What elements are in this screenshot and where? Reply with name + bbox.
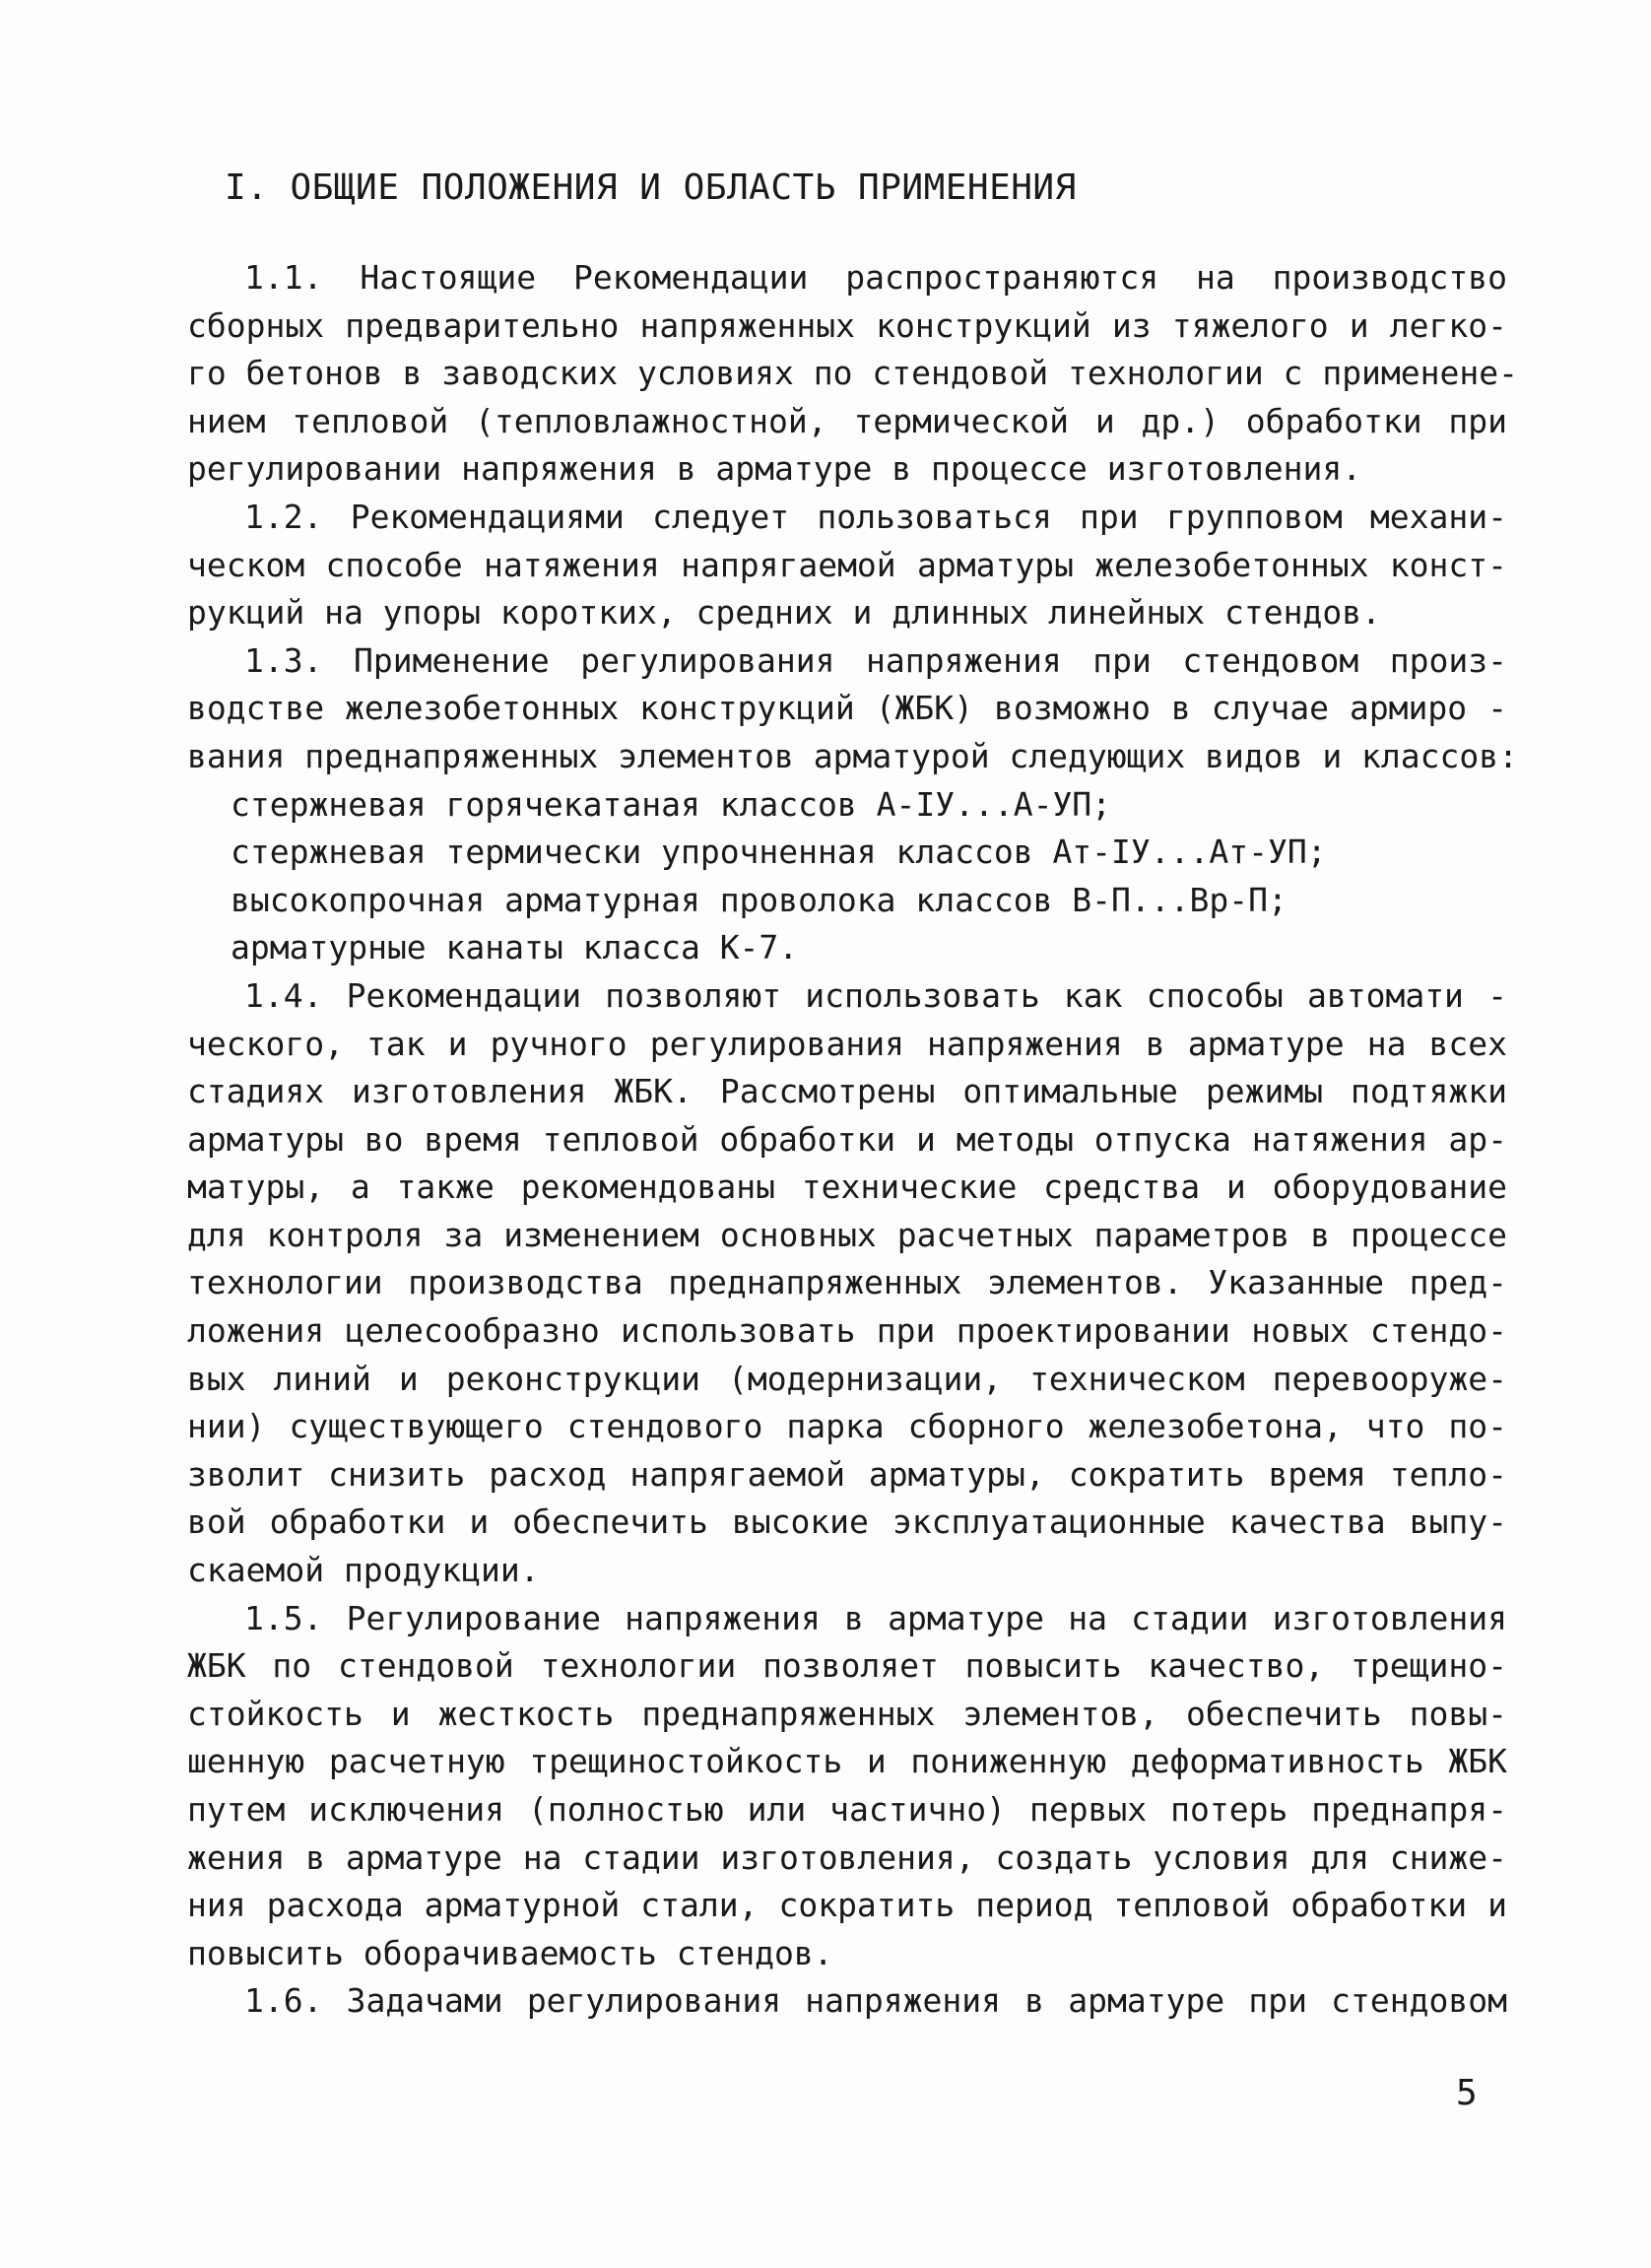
- body-text: [187, 254, 1519, 2026]
- text-line: арматуры во время тепловой обработки и методы отпуска натяжения ар-: [187, 1119, 1507, 1159]
- list-item: стержневая горячекатаная классов А-IУ...А-УП;: [231, 784, 1112, 824]
- text-line: вой обработки и обеспечить высокие эксплуатационные качества выпу-: [187, 1502, 1507, 1542]
- text-line: стойкость и жесткость преднапряженных элементов, обеспечить повы-: [187, 1694, 1507, 1733]
- text-line: регулировании напряжения в арматуре в процессе изготовления.: [187, 449, 1362, 489]
- text-line: матуры, а также рекомендованы технические средства и оборудование: [187, 1167, 1507, 1207]
- text-line: ложения целесообразно использовать при проектировании новых стендо-: [187, 1311, 1507, 1351]
- text-line: 1.5. Регулирование напряжения в арматуре на стадии изготовления: [244, 1598, 1507, 1637]
- text-line: ческого, так и ручного регулирования напряжения в арматуре на всех: [187, 1024, 1507, 1063]
- text-line: технологии производства преднапряженных элементов. Указанные пред-: [187, 1263, 1507, 1302]
- text-line: путем исключения (полностью или частично) первых потерь преднапря-: [187, 1790, 1507, 1829]
- text-line: шенную расчетную трещиностойкость и пониженную деформативность ЖБК: [187, 1742, 1507, 1781]
- text-line: зволит снизить расход напрягаемой арматуры, сократить время тепло-: [187, 1454, 1507, 1494]
- text-line: 1.2. Рекомендациями следует пользоваться при групповом механи-: [244, 497, 1507, 536]
- text-line: скаемой продукции.: [187, 1551, 540, 1590]
- list-item: высокопрочная арматурная проволока классов В-П...Вр-П;: [231, 880, 1288, 919]
- list-item: стержневая термически упрочненная классов Ат-IУ...Ат-УП;: [231, 833, 1327, 872]
- text-line: стадиях изготовления ЖБК. Рассмотрены оптимальные режимы подтяжки: [187, 1072, 1507, 1111]
- text-line: ческом способе натяжения напрягаемой арматуры железобетонных конст-: [187, 545, 1507, 584]
- section-heading: I. ОБЩИЕ ПОЛОЖЕНИЯ И ОБЛАСТЬ ПРИМЕНЕНИЯ: [225, 167, 1077, 208]
- text-line: нии) существующего стендового парка сборного железобетона, что по-: [187, 1407, 1507, 1446]
- text-line: 1.3. Применение регулирования напряжения при стендовом произ-: [244, 640, 1507, 680]
- text-line: рукций на упоры коротких, средних и длинных линейных стендов.: [187, 593, 1381, 633]
- text-line: вания преднапряженных элементов арматурой следующих видов и классов:: [187, 736, 1519, 775]
- page-number: 5: [1456, 2073, 1478, 2113]
- text-line: вых линий и реконструкции (модернизации, техническом перевооруже-: [187, 1359, 1507, 1398]
- text-line: 1.4. Рекомендации позволяют использовать как способы автомати -: [244, 975, 1507, 1015]
- text-line: водстве железобетонных конструкций (ЖБК) возможно в случае армиро -: [187, 689, 1507, 728]
- text-line: ЖБК по стендовой технологии позволяет повысить качество, трещино-: [187, 1646, 1507, 1686]
- text-line: 1.6. Задачами регулирования напряжения в арматуре при стендовом: [244, 1981, 1507, 2021]
- text-line: жения в арматуре на стадии изготовления, создать условия для сниже-: [187, 1837, 1507, 1877]
- text-line: сборных предварительно напряженных конструкций из тяжелого и легко-: [187, 305, 1507, 345]
- list-item: арматурные канаты класса К-7.: [231, 928, 799, 967]
- text-line: ния расхода арматурной стали, сократить период тепловой обработки и: [187, 1886, 1507, 1925]
- text-line: го бетонов в заводских условиях по стендовой технологии с применене-: [187, 354, 1519, 393]
- text-line: нием тепловой (тепловлажностной, термической и др.) обработки при: [187, 401, 1507, 440]
- text-line: 1.1. Настоящие Рекомендации распространяются на производство: [244, 258, 1507, 297]
- text-line: для контроля за изменением основных расчетных параметров в процессе: [187, 1215, 1507, 1254]
- text-line: повысить оборачиваемость стендов.: [187, 1933, 833, 1972]
